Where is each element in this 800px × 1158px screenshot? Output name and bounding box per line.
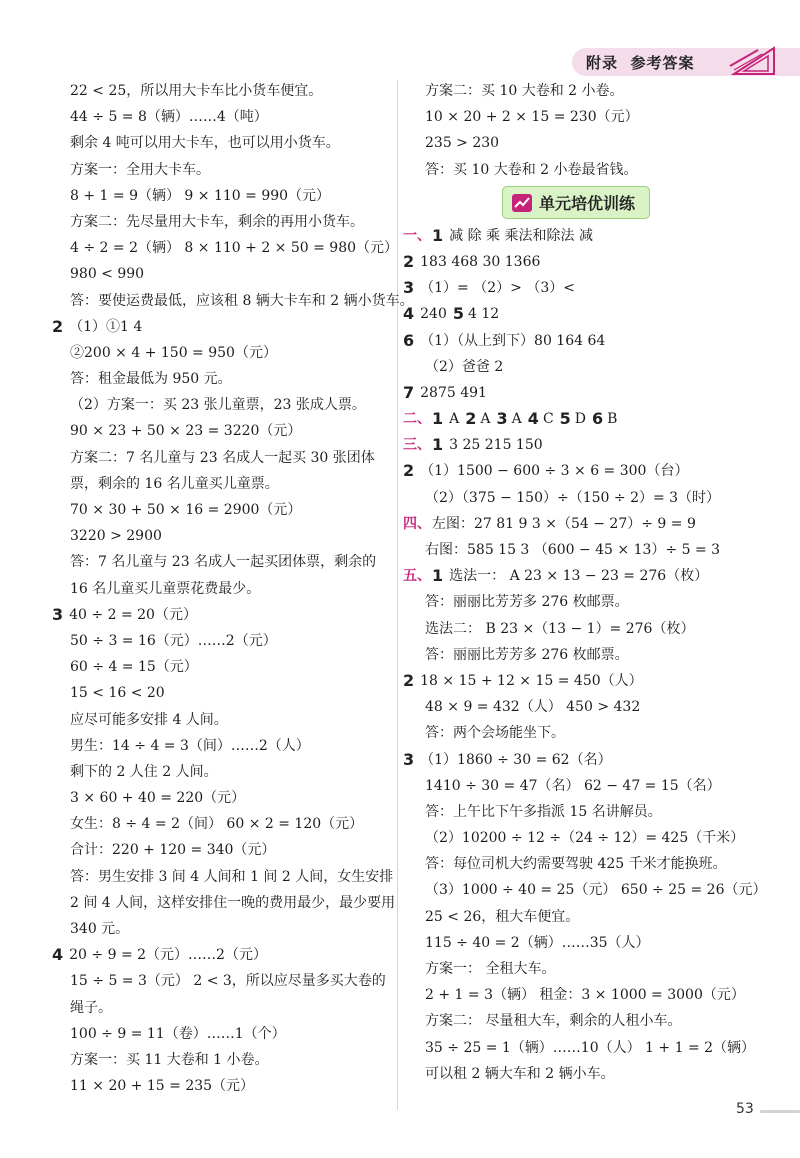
answer-text: 减 除 乘 乘法和除法 减 [449,227,593,244]
text-line: 340 元。 [70,921,130,937]
text-line: （2）爸爸 2 [425,358,504,375]
question-number: 2 [465,409,477,429]
text-line: 11 × 20 + 15 = 235（元） [70,1078,255,1095]
answer-text: 183 468 30 1366 [420,253,541,270]
answer-line [403,432,749,458]
text-line: 25 < 26，租大车便宜。 [425,908,580,925]
text-line: 10 × 20 + 2 × 15 = 230（元） [425,109,639,126]
text-line: 女生：8 ÷ 4 = 2（间） 60 × 2 = 120（元） [70,816,364,833]
question-number: 2 [403,251,415,271]
text-line: 答：男生安排 3 间 4 人间和 1 间 2 人间，女生安排 [70,868,394,885]
text-line: 方案一：买 11 大卷和 1 小卷。 [70,1051,269,1068]
question-number: 6 [592,409,604,429]
answer-line [403,301,749,327]
answer-line [403,249,749,275]
answer-text: 240 [420,306,447,323]
text-line: 答：丽丽比芳芳多 276 枚邮票。 [425,646,629,663]
text-line: 1410 ÷ 30 = 47（名） 62 − 47 = 15（名） [425,777,721,794]
answer-line [403,747,749,773]
text-line: 15 < 16 < 20 [70,685,165,702]
answer-text: A [511,411,522,428]
text-line: 35 ÷ 25 = 1（辆）……10（人） 1 + 1 = 2（辆） [425,1039,756,1056]
text-line: 答：租金最低为 950 元。 [70,371,232,388]
question-number: 4 [527,409,539,429]
answer-text: A [449,411,460,428]
text-line: 3220 > 2900 [70,528,162,545]
header-section: 附录 [586,54,619,72]
answer-line [403,380,749,406]
text-line: 44 ÷ 5 = 8（辆）……4（吨） [70,109,268,126]
answer-line [403,563,749,589]
header-title [586,52,694,73]
text-line: 方案一：全用大卡车。 [70,161,210,178]
text-line: 100 ÷ 9 = 11（卷）……1（个） [70,1025,286,1042]
text-line: ②200 × 4 + 150 = 950（元） [70,344,277,361]
answer-text: A [480,411,491,428]
question-number: 2 [52,316,64,336]
section-marker: 二、 [403,411,431,428]
answer-text: 18 × 15 + 12 × 15 = 450（人） [420,672,643,689]
question-number: 3 [403,749,415,769]
question-number: 4 [403,304,415,324]
answer-line [403,406,749,432]
answer-text: （1）1500 − 600 ÷ 3 × 6 = 300（台） [420,463,689,480]
text-line: （2）方案一：买 23 张儿童票，23 张成人票。 [70,397,366,414]
answer-text: D [574,411,587,428]
question-text: 40 ÷ 2 = 20（元） [69,606,197,623]
text-line: 8 + 1 = 9（辆） 9 × 110 = 990（元） [70,187,331,204]
question-number: 1 [432,435,444,455]
text-line: 方案一： 全租大车。 [425,961,556,977]
answer-line [403,223,749,249]
text-line: 答：上午比下午多指派 15 名讲解员。 [425,803,662,820]
question-number: 3 [496,409,508,429]
question-number: 2 [403,461,415,481]
question-number: 3 [52,604,64,624]
text-line: 3 × 60 + 40 = 220（元） [70,790,246,807]
text-line: 15 ÷ 5 = 3（元） 2 < 3，所以应尽量多买大卷的 [70,973,386,990]
answer-text: 4 12 [468,306,500,323]
text-line: 980 < 990 [70,266,145,283]
answer-text: 选法一： A 23 × 13 − 23 = 276（枚） [449,568,709,585]
question-number: 7 [403,382,415,402]
text-line: 票，剩余的 16 名儿童买儿童票。 [70,475,279,492]
text-line: 115 ÷ 40 = 2（辆）……35（人） [425,934,650,951]
text-line: 剩余 4 吨可以用大卡车，也可以用小货车。 [70,135,340,152]
answer-text: C [542,411,554,428]
section-marker: 三、 [403,437,431,454]
answer-text: （1）（从上到下）80 164 64 [420,332,606,349]
text-line: 答：每位司机大约需要驾驶 425 千米才能换班。 [425,856,727,873]
answer-line [403,458,749,484]
answer-line [403,511,749,537]
answer-line [403,668,749,694]
question-text: （1）①1 4 [69,318,143,335]
unit-section-heading [403,183,749,223]
text-line: 4 ÷ 2 = 2（辆） 8 × 110 + 2 × 50 = 980（元） [70,240,399,257]
text-line: 90 × 23 + 50 × 23 = 3220（元） [70,423,302,440]
text-line: 方案二：买 10 大卷和 2 小卷。 [425,83,624,99]
answer-text: （1）1860 ÷ 30 = 62（名） [420,751,612,768]
question-number: 2 [403,670,415,690]
right-column [403,78,767,1087]
text-line: 男生：14 ÷ 4 = 3（间）……2（人） [70,737,310,754]
section-marker: 五、 [403,568,431,585]
section-marker: 一、 [403,227,431,244]
text-line: 235 > 230 [425,135,500,152]
text-line: 答：7 名儿童与 23 名成人一起买团体票，剩余的 [70,554,377,571]
text-line: 选法二： B 23 ×（13 − 1）= 276（枚） [425,620,695,637]
text-line: 方案二：7 名儿童与 23 名成人一起买 30 张团体 [70,449,375,466]
section-marker: 四、 [403,515,431,532]
question-number: 5 [452,304,465,324]
answer-text: 左图：27 81 9 3 ×（54 − 27）÷ 9 = 9 [432,515,696,532]
question-number: 6 [403,330,415,350]
text-line: 16 名儿童买儿童票花费最少。 [70,580,261,597]
answer-line [403,328,749,354]
text-line: 2 间 4 人间，这样安排住一晚的费用最少，最少要用 [70,894,396,911]
text-line: 绳子。 [70,999,112,1016]
text-line: 右图：585 15 3 （600 − 45 × 13）÷ 5 = 3 [425,542,721,558]
question-line [52,314,392,340]
text-line: 答：丽丽比芳芳多 276 枚邮票。 [425,594,629,611]
unit-title: 单元培优训练 [538,194,635,214]
text-line: 答：买 10 大卷和 2 小卷最省钱。 [425,161,638,178]
question-line [52,942,392,968]
text-line: 方案二： 尽量租大车，剩余的人租小车。 [425,1013,682,1030]
text-line: 22 < 25，所以用大卡车比小货车便宜。 [70,83,323,99]
question-number: 5 [559,409,571,429]
page-number-rule [760,1110,800,1113]
question-number: 1 [432,566,444,586]
header-subtitle: 参考答案 [630,54,695,72]
answer-text: B [607,411,618,428]
text-line: 2 + 1 = 3（辆） 租金：3 × 1000 = 3000（元） [425,987,745,1004]
text-line: 合计：220 + 120 = 340（元） [70,842,276,859]
text-line: 剩下的 2 人住 2 人间。 [70,763,218,780]
question-number: 1 [432,225,444,245]
text-line: 60 ÷ 4 = 15（元） [70,659,198,676]
text-line: 50 ÷ 3 = 16（元）……2（元） [70,632,277,649]
answer-text: 2875 491 [420,384,487,401]
question-number: 4 [52,945,64,965]
answer-text: （1）= （2）> （3）< [420,280,575,297]
text-line: 应尽可能多安排 4 人间。 [70,711,228,728]
question-text: 20 ÷ 9 = 2（元）……2（元） [69,947,267,964]
answer-text: 3 25 215 150 [449,437,543,454]
question-line [52,602,392,628]
text-line: （2）10200 ÷ 12 ÷（24 ÷ 12）= 425（千米） [425,830,745,847]
text-line: 答：两个会场能坐下。 [425,725,565,742]
text-line: 70 × 30 + 50 × 16 = 2900（元） [70,502,302,518]
text-line: （3）1000 ÷ 40 = 25（元） 650 ÷ 25 = 26（元） [425,882,767,899]
question-number: 1 [432,409,444,429]
chart-trend-icon [511,193,533,213]
text-line: 答：要使运费最低，应该租 8 辆大卡车和 2 辆小货车。 [70,292,414,309]
page-number: 53 [736,1101,754,1117]
text-line: 可以租 2 辆大车和 2 辆小车。 [425,1065,615,1082]
question-number: 3 [403,278,415,298]
text-line: 48 × 9 = 432（人） 450 > 432 [425,699,641,716]
answer-line [403,275,749,301]
left-column [52,78,414,1099]
text-line: 方案二：先尽量用大卡车，剩余的再用小货车。 [70,213,364,230]
set-square-ruler-icon [728,44,784,78]
unit-title-box [502,186,650,219]
page-header [0,44,800,78]
text-line: （2）（375 − 150）÷（150 ÷ 2）= 3（时） [425,489,721,506]
